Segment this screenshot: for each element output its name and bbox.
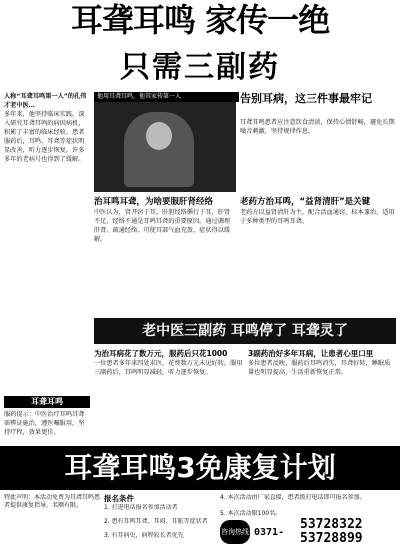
band-right-text: 多位患者反映，服药后耳鸣消失，耳聋好转，睡眠质量也明显提高，生活重新恢复正常。 xyxy=(248,360,391,376)
band-title: 老中医三副药 耳鸣停了 耳聋灵了 xyxy=(142,323,348,339)
bottom-list-item-2: 2. 患有耳鸣耳聋、耳闷、耳胀等症状者 xyxy=(104,518,208,525)
bottom-banner-text: 耳聋耳鸣3免康复计划 xyxy=(64,451,336,484)
sub-headline xyxy=(0,48,400,88)
bottom-right xyxy=(220,494,396,546)
bottom-intro: 特此声明：本活动免费为耳聋耳鸣患者提供康复指导，名额有限。 xyxy=(4,494,100,509)
section-2 xyxy=(240,196,396,314)
section-2-title: 老药方治耳鸣，“益肾清肝”是关键 xyxy=(240,197,371,207)
left-column-text: 多年来，他坚持临床实践，深入研究耳聋耳鸣的病因病机，积累了丰富的临床经验。患者服药后，耳鸣、耳聋等症状明显改善，听力逐步恢复，许多多年的老病号也得到了缓解。 xyxy=(4,111,85,163)
top-headline xyxy=(0,0,400,40)
left-lead: 人称“耳聋耳鸣第一人”的孔伟才老中医… xyxy=(4,93,87,109)
section-1-text: 中医认为，肾开窍于耳，肝胆经络循行于耳，肝肾不足、经络不通是耳鸣耳聋的重要原因。通过调理肝肾、疏通经络，可使耳部气血充盈，症状得以缓解。 xyxy=(94,209,231,243)
bottom-banner xyxy=(0,446,400,490)
phone-2: 53728899 xyxy=(300,531,363,546)
side-article xyxy=(240,92,396,192)
side-title: 告别耳病，这三件事最牢记 xyxy=(240,92,372,105)
photo-face xyxy=(146,122,172,150)
photo-caption: 他用耳聋耳鸣，他其家传第一人 xyxy=(94,92,239,102)
bottom-list-item-1: 1. 打进电话报名参加活动者 xyxy=(104,504,178,511)
portrait-photo xyxy=(94,92,236,192)
band-banner xyxy=(94,318,396,344)
band-left xyxy=(94,348,244,440)
bottom-list-title: 报名条件 xyxy=(104,494,134,503)
left-bottom-text: 服药提示：中医治疗耳鸣耳聋需辨证施治，遵医嘱服用，坚持疗程，效果更佳。 xyxy=(4,411,85,436)
section-1 xyxy=(94,196,234,314)
band-right-title: 3副药治好多年耳病，让患者心里口里 xyxy=(248,349,374,358)
band-left-text: 一位患者多年来四处求医，花费数万元未见好转，服用三副药后，耳鸣明显减轻，听力逐步恢复。 xyxy=(94,360,243,376)
top-headline-text: 耳聋耳鸣 家传一绝 xyxy=(70,1,330,39)
bottom-list-item-3: 3. 有耳病史，病程较长者优先 xyxy=(104,532,184,539)
side-text: 耳聋耳鸣患者应注意饮食清淡，保持心情舒畅，避免长期噪音刺激，坚持规律作息。 xyxy=(240,119,395,135)
band-left-title: 为治耳病花了数万元，服药后只花1000 xyxy=(94,349,228,358)
band-right xyxy=(248,348,396,440)
area-code: 0371- xyxy=(254,527,285,538)
left-label: 耳聋耳鸣 xyxy=(4,396,90,408)
left-column xyxy=(4,92,90,392)
bottom-list xyxy=(104,494,216,546)
bottom-right-text-2: 5. 本次活动限100名。 xyxy=(220,510,282,517)
bottom-right-text: 4. 本次活动由厂家直接，患者拨打电话即可报名参加。 xyxy=(220,494,366,501)
section-1-title: 治耳鸣耳聋，为啥要服肝肾经络 xyxy=(94,197,214,207)
phone-1: 53728322 xyxy=(300,517,363,532)
section-2-text: 老药方以益肾清肝为主，配合活血通窍，标本兼治，适用于多种类型的耳鸣耳聋。 xyxy=(240,209,395,225)
sub-headline-text: 只需三副药 xyxy=(120,50,280,85)
bottom-block xyxy=(4,494,396,546)
hotline-label: 咨询热线 xyxy=(220,520,250,544)
